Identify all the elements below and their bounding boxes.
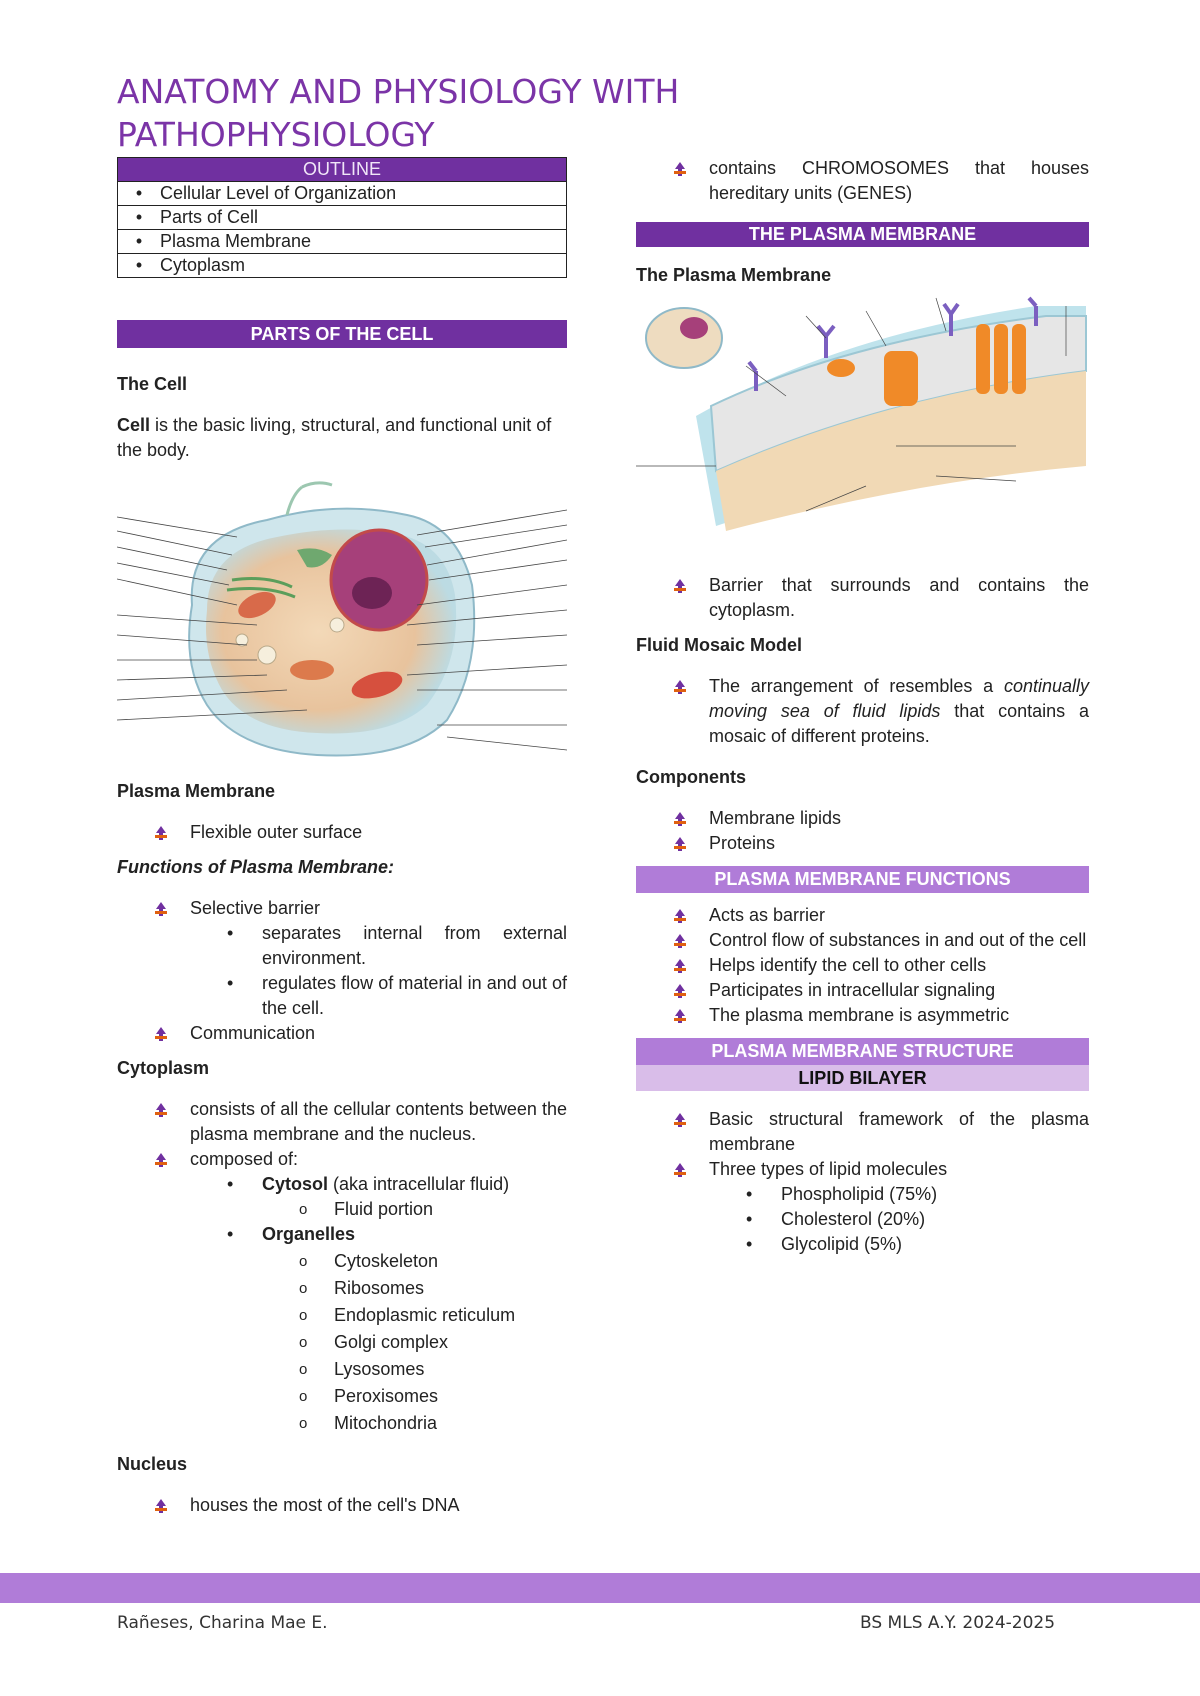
list-item: Helps identify the cell to other cells [636,953,1089,978]
lipid-bilayer-header: LIPID BILAYER [636,1065,1089,1091]
arrow-bullet-icon [672,958,688,974]
outline-item: • Cellular Level of Organization [118,182,567,206]
arrow-bullet-icon [672,161,688,177]
plasma-membrane-subheading: The Plasma Membrane [636,265,832,285]
outline-item: • Plasma Membrane [118,230,567,254]
arrow-bullet-icon [672,983,688,999]
list-item: Control flow of substances in and out of the cell [636,928,1089,953]
list-item: consists of all the cellular contents between the plasma membrane and the nucleus. [117,1097,567,1147]
arrow-bullet-icon [672,1008,688,1024]
organelle-item: o Golgi complex [299,1332,449,1352]
sub-list-item: • Cytosol (aka intracellular fluid) [227,1174,510,1194]
section-header-parts: PARTS OF THE CELL [117,320,567,348]
left-column [117,320,567,1518]
arrow-bullet-icon [672,1112,688,1128]
components-heading: Components [636,767,746,787]
arrow-bullet-icon [153,825,169,841]
arrow-bullet-icon [153,901,169,917]
list-item: The plasma membrane is asymmetric [636,1003,1089,1028]
list-item: Barrier that surrounds and contains the cytoplasm. [636,573,1089,623]
footer-program: BS MLS A.Y. 2024-2025 [860,1613,1056,1633]
sub-list-item: • Cholesterol (20%) [746,1209,926,1229]
organelle-item: o Endoplasmic reticulum [299,1305,516,1325]
outline-table [117,157,567,278]
list-item: Communication [117,1021,567,1046]
section-header-structure: PLASMA MEMBRANE STRUCTURE [636,1038,1089,1065]
arrow-bullet-icon [672,933,688,949]
cell-diagram [117,475,567,767]
sub-list-item: • separates internal from external environment. [227,923,567,968]
page-title: ANATOMY AND PHYSIOLOGY WITH PATHOPHYSIOLOGY [117,72,680,154]
arrow-bullet-icon [153,1152,169,1168]
footer-bar [0,1573,1200,1603]
functions-heading: Functions of Plasma Membrane: [117,857,395,877]
organelle-item: o Cytoskeleton [299,1251,439,1271]
list-item: The arrangement of resembles a continually moving sea of fluid lipids that contains a mosaic of different proteins. [636,674,1089,749]
list-item: composed of: [117,1147,567,1172]
section-header-functions: PLASMA MEMBRANE FUNCTIONS [636,866,1089,893]
fluid-mosaic-heading: Fluid Mosaic Model [636,635,803,655]
arrow-bullet-icon [672,578,688,594]
cell-heading: The Cell [117,374,188,394]
arrow-bullet-icon [672,908,688,924]
list-item: Acts as barrier [636,903,1089,928]
arrow-bullet-icon [672,836,688,852]
membrane-diagram [636,296,1089,551]
right-column [636,156,1089,1257]
arrow-bullet-icon [672,679,688,695]
list-item: Selective barrier [117,896,567,921]
plasma-membrane-heading: Plasma Membrane [117,781,276,801]
sub-list-item: • Phospholipid (75%) [746,1184,938,1204]
sub-list-item: • regulates flow of material in and out of the cell. [227,973,567,1018]
sub-sub-list-item: o Fluid portion [299,1199,434,1219]
arrow-bullet-icon [153,1102,169,1118]
nucleus-heading: Nucleus [117,1454,188,1474]
list-item: houses the most of the cell's DNA [117,1493,567,1518]
arrow-bullet-icon [672,811,688,827]
list-item: Participates in intracellular signaling [636,978,1089,1003]
arrow-bullet-icon [672,1162,688,1178]
cytoplasm-heading: Cytoplasm [117,1058,210,1078]
organelle-item: o Ribosomes [299,1278,425,1298]
outline-item: • Cytoplasm [118,254,567,278]
section-header-plasma-membrane: THE PLASMA MEMBRANE [636,222,1089,247]
arrow-bullet-icon [153,1498,169,1514]
list-item: Basic structural framework of the plasma membrane [636,1107,1089,1157]
organelle-item: o Mitochondria [299,1413,438,1433]
arrow-bullet-icon [153,1026,169,1042]
outline-heading: OUTLINE [118,158,567,182]
list-item: Membrane lipids [636,806,1089,831]
list-item: Three types of lipid molecules [636,1157,1089,1182]
sub-list-item: • Organelles [227,1224,356,1244]
list-item: Proteins [636,831,1089,856]
list-item: Flexible outer surface [117,820,567,845]
footer-author: Rañeses, Charina Mae E. [117,1613,328,1633]
list-item: contains CHROMOSOMES that houses hereditary units (GENES) [636,156,1089,206]
sub-list-item: • Glycolipid (5%) [746,1234,903,1254]
cell-definition: Cell is the basic living, structural, and functional unit of the body. [117,415,552,460]
outline-item: • Parts of Cell [118,206,567,230]
organelle-item: o Lysosomes [299,1359,425,1379]
organelle-item: o Peroxisomes [299,1386,439,1406]
